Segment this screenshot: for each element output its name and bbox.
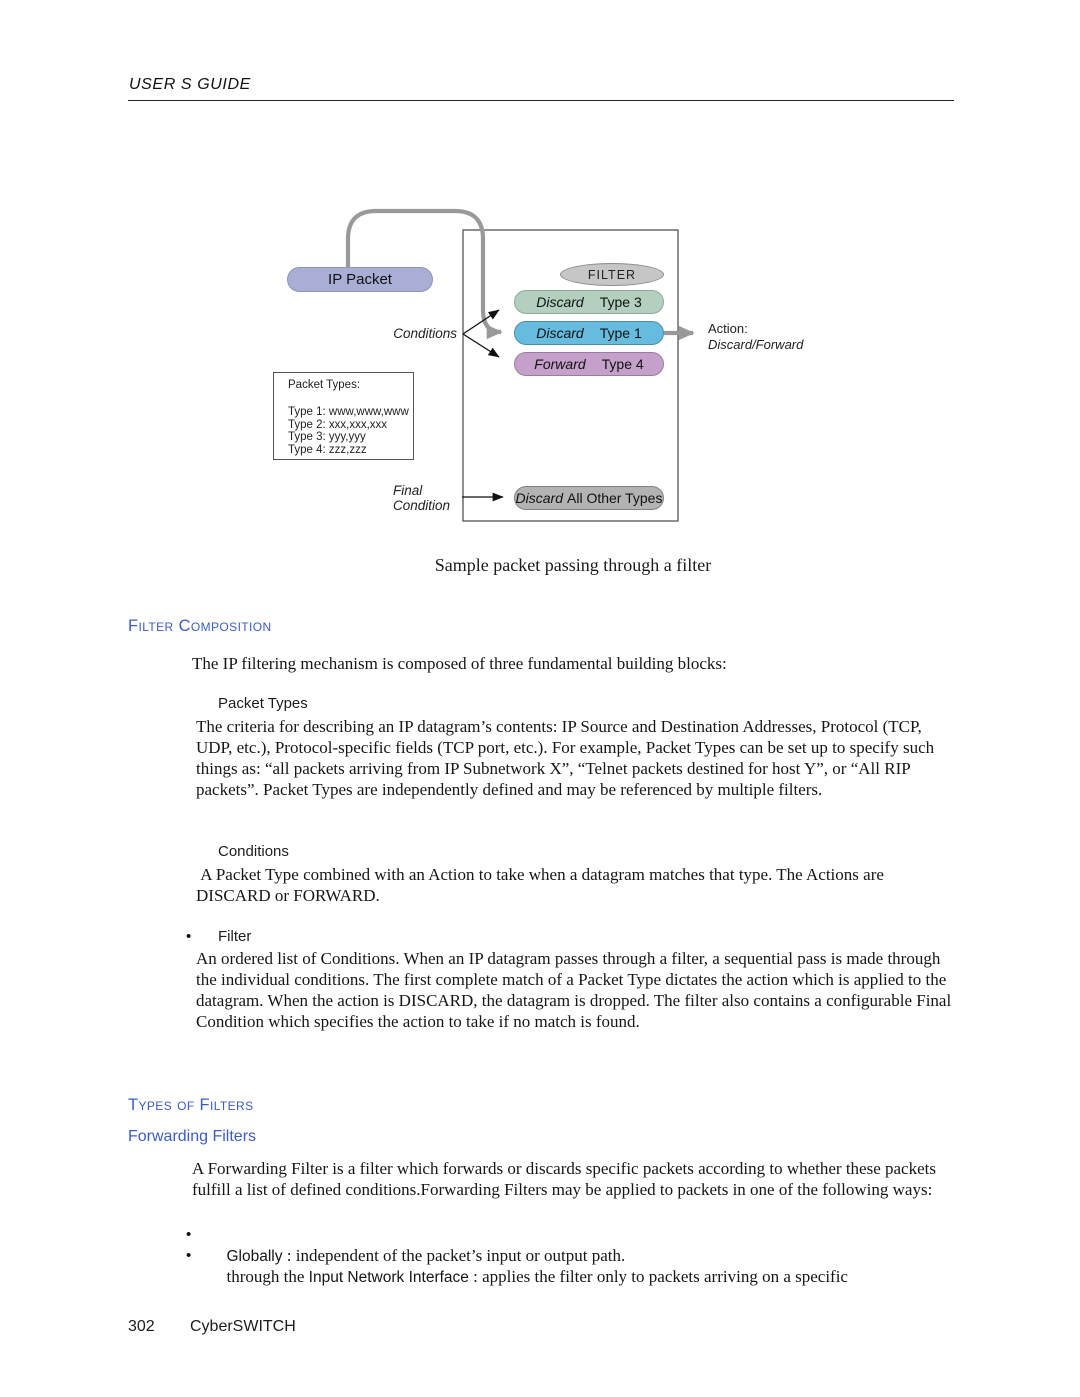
page-title: USER S GUIDE (129, 76, 251, 93)
action-label-block (708, 321, 803, 353)
page-number: 302 (128, 1318, 155, 1335)
packet-type-item: Type 2: xxx,xxx,xxx (288, 418, 388, 431)
packet-types-body: The criteria for describing an IP datagram’s contents: IP Source and Destination Addresses, Protocol (TCP, UDP, etc.), Protocol-specific fields (TCP port, etc.). For example, Packet Types can be set up to specify such things as: “all packets arriving from IP Subnetwork X”, “Telnet packets destined for host Y”, or “All RIP packets”. Packet Types are independently defined and may be referenced by multiple filters. (196, 717, 939, 799)
subheading-conditions: Conditions (218, 843, 289, 860)
condition-pill-discard-type3 (514, 290, 664, 314)
interface-term: Input Network Interface (308, 1269, 469, 1286)
subheading-packet-types: Packet Types (218, 695, 308, 712)
conditions-body: A Packet Type combined with an Action to take when a datagram matches that type. The Actions are DISCARD or FORWARD. (196, 865, 889, 905)
packet-type-item: Type 4: zzz,zzz (288, 444, 367, 457)
packet-type-item: Type 3: yyy,yyy (288, 431, 366, 444)
final-condition-action: Discard (515, 490, 563, 506)
section-heading-types-of-filters: Types of Filters (128, 1096, 254, 1114)
globally-term: Globally (226, 1248, 283, 1265)
condition-pill-forward-type4 (514, 352, 664, 376)
section-heading-filter-composition: Filter Composition (128, 617, 272, 635)
filter-body: An ordered list of Conditions. When an IP datagram passes through a filter, a sequential pass is made through the individual conditions. The first complete match of a Packet Type dictates the action which is applied to the datagram. When the action is DISCARD, the datagram is dropped. The filter also contains a configurable Final Condition which specifies the action to take if no match is found. (196, 949, 956, 1031)
condition-packet-type: Type 4 (601, 356, 644, 372)
condition-action: Forward (534, 356, 586, 372)
ip-packet-node: IP Packet (287, 267, 433, 292)
subheading-forwarding-filters: Forwarding Filters (128, 1128, 257, 1145)
filter-ellipse: FILTER (560, 263, 664, 286)
action-label: Action: (708, 321, 748, 336)
interface-prefix: through the (226, 1267, 309, 1286)
interface-text: : applies the filter only to packets arriving on a specific (468, 1267, 848, 1286)
filter-bullet-marker: • (186, 928, 192, 945)
packet-types-title: Packet Types: (288, 379, 361, 391)
forwarding-filters-intro: A Forwarding Filter is a filter which forwards or discards specific packets according to whether these packets fulfill a list of defined conditions.Forwarding Filters may be applied to packets in one of the following ways: (192, 1159, 941, 1199)
filter-composition-intro: The IP filtering mechanism is composed of three fundamental building blocks: (192, 654, 727, 673)
condition-arrow-bottom (463, 334, 499, 357)
final-condition-label-line2: Condition (393, 498, 451, 513)
final-condition-pill (514, 486, 664, 510)
condition-arrow-top (463, 310, 499, 334)
footer-product-name: CyberSWITCH (190, 1318, 296, 1335)
condition-packet-type: Type 1 (599, 325, 642, 341)
final-condition-label (393, 483, 450, 513)
figure-caption: Sample packet passing through a filter (434, 555, 712, 575)
condition-pill-discard-type1 (514, 321, 664, 345)
action-value: Discard/Forward (708, 337, 804, 352)
interface-bullet-item (218, 1245, 954, 1288)
condition-action: Discard (536, 294, 584, 310)
condition-packet-type: Type 3 (599, 294, 642, 310)
packet-type-item: Type 1: www,www,www (288, 405, 409, 418)
globally-bullet-marker: • (186, 1226, 192, 1243)
header-rule (128, 100, 954, 101)
final-condition-label-line1: Final (393, 483, 423, 498)
packet-types-legend (273, 372, 414, 460)
subheading-filter: Filter (218, 928, 252, 945)
final-condition-scope: All Other Types (567, 490, 663, 506)
condition-action: Discard (536, 325, 584, 341)
globally-text: : independent of the packet’s input or output path. (282, 1246, 626, 1265)
conditions-label: Conditions (393, 326, 457, 341)
interface-bullet-marker: • (186, 1247, 192, 1264)
